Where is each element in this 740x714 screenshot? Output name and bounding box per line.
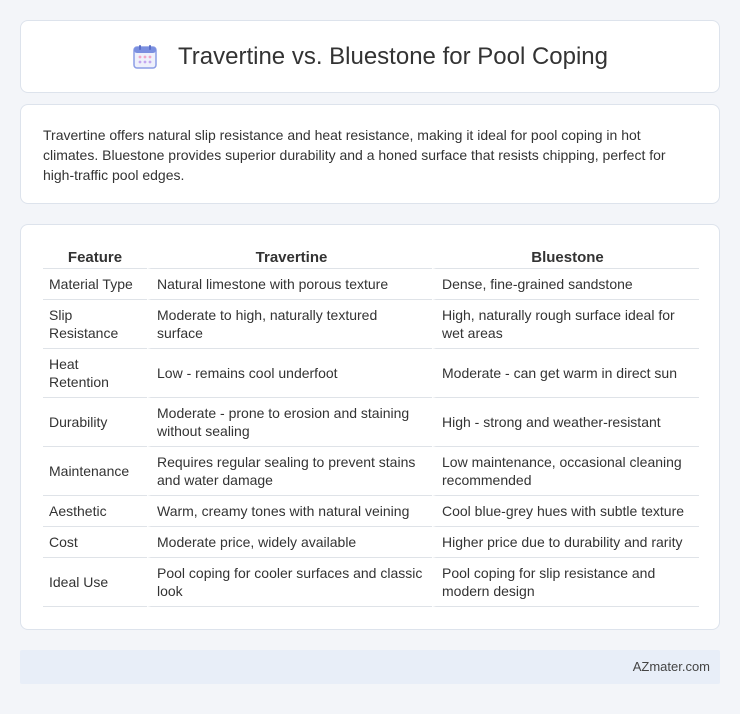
- feature-cell: Material Type: [43, 269, 147, 300]
- table-row: [43, 269, 699, 300]
- travertine-cell: Moderate price, widely available: [147, 527, 432, 558]
- travertine-cell: Moderate - prone to erosion and staining without sealing: [147, 398, 432, 447]
- feature-cell: Ideal Use: [43, 558, 147, 607]
- table-row: [43, 496, 699, 527]
- travertine-cell: Natural limestone with porous texture: [147, 269, 432, 300]
- comparison-table: [43, 247, 699, 607]
- feature-cell: Slip Resistance: [43, 300, 147, 349]
- feature-cell: Cost: [43, 527, 147, 558]
- calendar-icon: [132, 44, 158, 70]
- summary-card: [20, 104, 720, 204]
- feature-cell: Heat Retention: [43, 349, 147, 398]
- title-card: [20, 20, 720, 93]
- bluestone-cell: Low maintenance, occasional cleaning recommended: [432, 447, 699, 496]
- feature-cell: Maintenance: [43, 447, 147, 496]
- feature-cell: Durability: [43, 398, 147, 447]
- bluestone-cell: High, naturally rough surface ideal for wet areas: [432, 300, 699, 349]
- travertine-cell: Pool coping for cooler surfaces and classic look: [147, 558, 432, 607]
- header-bluestone: Bluestone: [432, 247, 699, 269]
- travertine-cell: Moderate to high, naturally textured surface: [147, 300, 432, 349]
- bluestone-cell: Higher price due to durability and rarity: [432, 527, 699, 558]
- travertine-cell: Requires regular sealing to prevent stains and water damage: [147, 447, 432, 496]
- table-row: [43, 300, 699, 349]
- table-row: [43, 349, 699, 398]
- table-row: [43, 527, 699, 558]
- table-header-row: [43, 247, 699, 269]
- bluestone-cell: Pool coping for slip resistance and modern design: [432, 558, 699, 607]
- bluestone-cell: Cool blue-grey hues with subtle texture: [432, 496, 699, 527]
- footer-bar: [20, 650, 720, 684]
- bluestone-cell: High - strong and weather-resistant: [432, 398, 699, 447]
- header-travertine: Travertine: [147, 247, 432, 269]
- summary-text: Travertine offers natural slip resistance and heat resistance, making it ideal for pool coping in hot climates. Bluestone provides superior durability and a honed surface that resists chipping, perfect for high-traffic pool edges.: [43, 127, 666, 183]
- feature-cell: Aesthetic: [43, 496, 147, 527]
- page-title: Travertine vs. Bluestone for Pool Coping: [178, 42, 608, 70]
- bluestone-cell: Dense, fine-grained sandstone: [432, 269, 699, 300]
- table-row: [43, 447, 699, 496]
- travertine-cell: Warm, creamy tones with natural veining: [147, 496, 432, 527]
- header-feature: Feature: [43, 247, 147, 269]
- footer-brand[interactable]: AZmater.com: [632, 659, 710, 674]
- comparison-card: [20, 224, 720, 630]
- table-row: [43, 558, 699, 607]
- table-row: [43, 398, 699, 447]
- bluestone-cell: Moderate - can get warm in direct sun: [432, 349, 699, 398]
- travertine-cell: Low - remains cool underfoot: [147, 349, 432, 398]
